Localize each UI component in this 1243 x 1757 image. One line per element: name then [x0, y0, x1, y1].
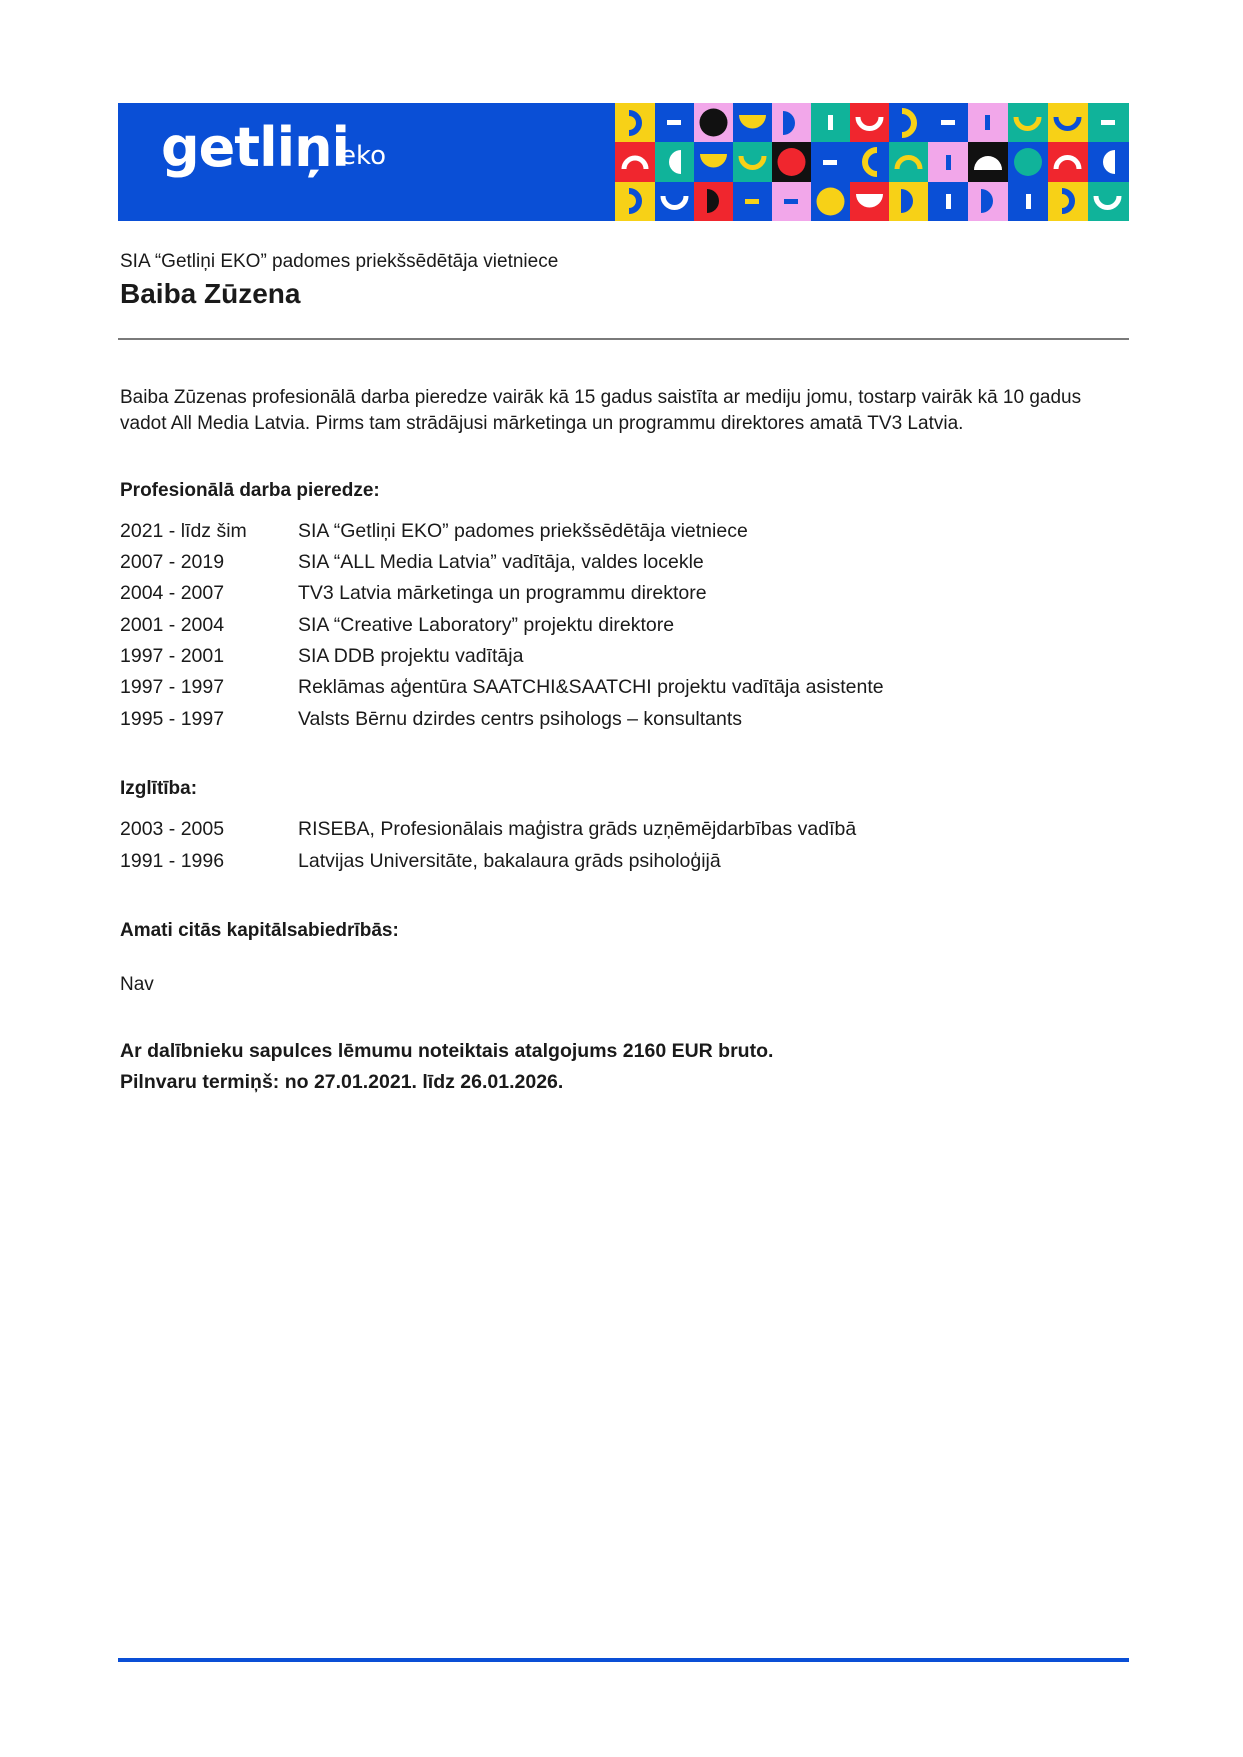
salary-line: Ar dalībnieku sapulces lēmumu noteiktais atalgojums 2160 EUR bruto. [120, 1040, 774, 1062]
education-years: 2003 - 2005 [120, 818, 225, 840]
experience-years: 2001 - 2004 [120, 614, 225, 636]
education-years: 1991 - 1996 [120, 850, 225, 872]
position-subtitle: SIA “Getliņi EKO” padomes priekšsēdētāja vietniece [120, 251, 559, 272]
education-text: Latvijas Universitāte, bakalaura grāds psiholoģijā [298, 850, 721, 872]
logo-sub: eko [340, 141, 387, 171]
header-banner [118, 103, 1129, 221]
footer-rule [118, 1658, 1129, 1662]
pattern-grid [615, 103, 1129, 221]
experience-text: Reklāmas aģentūra SAATCHI&SAATCHI projektu vadītāja asistente [298, 676, 884, 698]
education-text: RISEBA, Profesionālais maģistra grāds uzņēmējdarbības vadībā [298, 818, 857, 840]
other-positions-value: Nav [120, 974, 154, 995]
experience-text: TV3 Latvia mārketinga un programmu direktore [298, 582, 707, 604]
education-heading: Izglītība: [120, 778, 198, 799]
experience-years: 1995 - 1997 [120, 708, 225, 730]
experience-years: 2007 - 2019 [120, 551, 225, 573]
other-positions-heading: Amati citās kapitālsabiedrībās: [120, 920, 399, 941]
experience-text: SIA DDB projektu vadītāja [298, 645, 524, 667]
experience-text: SIA “Creative Laboratory” projektu direktore [298, 614, 675, 636]
person-name: Baiba Zūzena [120, 278, 301, 309]
experience-years: 2004 - 2007 [120, 582, 225, 604]
experience-text: SIA “ALL Media Latvia” vadītāja, valdes locekle [298, 551, 704, 573]
divider [118, 338, 1129, 340]
experience-heading: Profesionālā darba pieredze: [120, 480, 380, 501]
logo: getliņi [161, 116, 350, 179]
experience-years: 1997 - 2001 [120, 645, 225, 667]
experience-years: 1997 - 1997 [120, 676, 225, 698]
term-line: Pilnvaru termiņš: no 27.01.2021. līdz 26.01.2026. [120, 1071, 564, 1093]
experience-text: Valsts Bērnu dzirdes centrs psihologs – konsultants [298, 708, 743, 730]
experience-years: 2021 - līdz šim [120, 520, 247, 542]
intro-paragraph: Baiba Zūzenas profesionālā darba pieredze vairāk kā 15 gadus saistīta ar mediju jomu, tostarp vairāk kā 10 gadus vadot All Media Latvia. Pirms tam strādājusi mārketinga un programmu direktores amatā TV3 Latvia. [120, 387, 1082, 434]
experience-text: SIA “Getliņi EKO” padomes priekšsēdētāja vietniece [298, 520, 748, 542]
